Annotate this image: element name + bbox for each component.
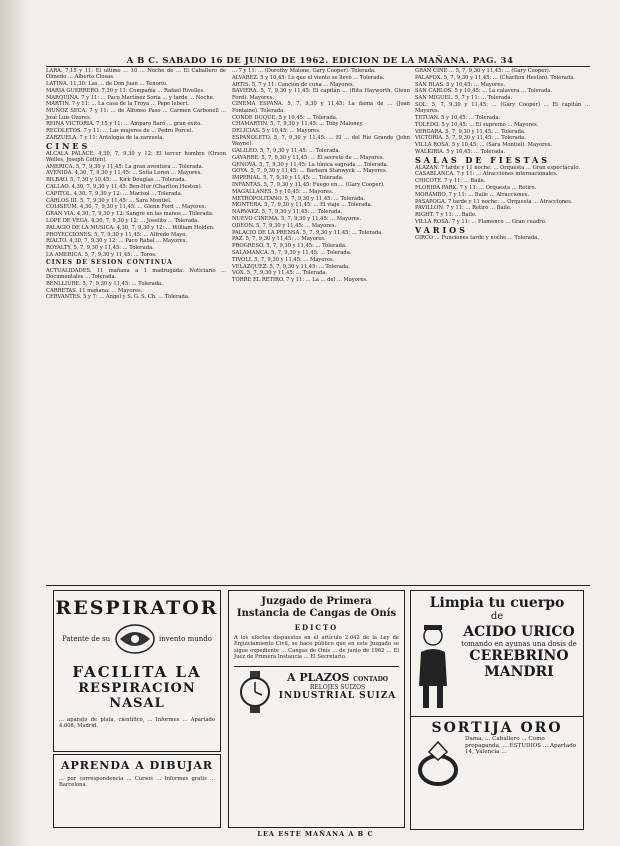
relojes-ad <box>234 666 399 713</box>
page-binding-shadow <box>0 0 30 846</box>
listing-entry: VELAZQUEZ. 5, 7, 9,30 y 11,45: ... Tolerada. <box>232 263 350 270</box>
ad-respirator <box>53 590 221 752</box>
listing-entry: BENLLIURE. 5, 7, 9,30 y 11,45: ... Tolerada. <box>46 280 163 287</box>
page-footer: LEA ESTE MAÑANA A B C <box>257 830 374 838</box>
listing-entry: IMPERIAL. 5, 7, 9,30 y 11,45: ... Tolerada. <box>232 175 344 182</box>
listing-entry: REINA VICTORIA. 7,15 y 11: ... Amparo Baró ... gran éxito. <box>46 121 202 128</box>
juzgado-body: A los efectos dispuestos en el artículo 2.042 de la Ley de Enjuiciamiento Civil, se hace público que en este Juzgado se sigue expediente ... Cangas de Onís ... de junio de 1962 ... El Juez de Primera Instancia ... El Secretario. <box>234 635 399 660</box>
plazos-text <box>276 671 399 713</box>
listing-entry: PALACIO DE LA PRENSA. 5, 7, 9,30 y 11,45: ... Tolerada. <box>232 229 383 236</box>
listing-entry: MUÑOZ SECA. 7 y 11: ... de Alfonso Paso ... Carmen Carbonell ... José Luis Ozores. <box>46 108 226 121</box>
listing-entry: PALACIO DE LA MUSICA. 4,30, 7, 9,30 y 12: ... William Holden. <box>46 224 215 231</box>
plazos-label: A PLAZOS <box>286 671 350 685</box>
listing-entry: CARRETAS. 11 mañana: ... Mayores. <box>46 287 143 294</box>
listing-entry: CALLAO. 4,30, 7, 9,30 y 11,45: Ben-Hur (Charlton Heston). <box>46 184 203 191</box>
column-3 <box>415 68 590 241</box>
juzgado-title: Juzgado de Primera Instancia de Cangas de Onís <box>236 596 397 619</box>
ad-aprenda-dibujar <box>53 754 221 828</box>
listing-entry: GALILEO. 5, 7, 9,30 y 11,45: ... Tolerada. <box>232 148 341 155</box>
listing-entry: ACTUALIDADES. 11 mañana a 1 madrugada: Noticiario ... Documentales ... Tolerada. <box>46 267 226 280</box>
industrial-suiza-label: INDUSTRIAL SUIZA <box>278 691 397 702</box>
ads-rule <box>46 585 590 586</box>
listing-entry: CIRCO ... Funciones tarde y noche ... Tolerada. <box>415 234 539 241</box>
listing-entry: VILLA ROSA. 5 y 10,45: ... (Sara Montiel). Mayores. <box>415 142 552 149</box>
listing-entry: GENOVA. 5, 7, 9,30 y 11,45: La túnica sagrada ... Tolerada. <box>232 161 389 168</box>
listing-entry: GAYARRE. 5, 7, 9,30 y 11,45: ... El secreto de ... Mayores. <box>232 154 385 161</box>
sortija-body: Dama, ... Caballero ... Como propaganda, ... ESTUDIOS ... Apartado 14, Valencia ... <box>465 736 577 756</box>
listing-entry: NUEVO CINEMA. 5, 7, 9,30 y 11,45: ... Mayores. <box>232 216 362 223</box>
sortija-title: SORTIJA ORO <box>431 720 563 736</box>
listing-entry: CHAMARTIN. 5, 7, 9,30 y 11,45: ... Toby Maloney. <box>232 121 364 128</box>
respirator-patent-left: Patente de su <box>62 635 111 643</box>
listing-entry: AMERICA. 5, 7, 9,30 y 11,45: La gran aventura ... Tolerada. <box>46 163 204 170</box>
listing-entry: SAN CARLOS. 5 y 10,45: ... La calavera ... Tolerada. <box>415 88 553 95</box>
listing-entry: CASABLANCA. 7 y 11: ... Atracciones internacionales. <box>415 171 558 178</box>
respirator-body: ... aparato de plata, científico, ... Informes ... Apartado 4.008, Madrid. <box>59 717 215 730</box>
listing-entry: ROYALTY. 5, 7, 9,30 y 11,45: ... Tolerada. <box>46 245 154 252</box>
aprenda-body: ... por correspondencia ... Cursos ... Informes gratis ... Barcelona. <box>59 776 215 789</box>
page-header: A B C. SABADO 16 DE JUNIO DE 1962. EDICION DE LA MAÑANA. PAG. 34 <box>126 56 514 66</box>
listing-entry: SAN MIGUEL. 5, 7 y 11: ... Tolerada. <box>415 95 513 102</box>
ad-sortija-oro <box>410 716 584 830</box>
edicto-label: EDICTO <box>294 623 339 632</box>
ring-icon <box>415 738 461 788</box>
listing-entry: CONDE DUQUE. 5 y 10,45: ... Tolerada. <box>232 114 338 121</box>
listing-entry: LATINA. 11,30: Las ... de Don Juan ... Tenorio. <box>46 81 168 88</box>
respirator-patent-right: invento mundo <box>159 635 212 643</box>
listing-entry: GOYA. 5, 7, 9,30 y 11,45: ... Barbara Stanwyck ... Mayores. <box>232 168 388 175</box>
listing-entry: RIALTO. 4,30, 7, 9,30 y 12: ... Paco Rabal ... Mayores. <box>46 238 188 245</box>
listing-entry: VERGARA. 5, 7, 9,30 y 11,45: ... Tolerada. <box>415 128 526 135</box>
listing-entry: FLORIDA PARK. 7 y 11: ... Orquesta ... Retiro. <box>415 185 537 192</box>
header-rule <box>46 66 590 67</box>
listing-entry: RECOLETOS. 7 y 11: ... Las mujeres de ... Pedro Porcel. <box>46 128 193 135</box>
listing-entry: BAVIERA. 5, 7, 9,30 y 11,45: El capitán ... (Rita Hayworth, Glenn Ford). Mayores. <box>232 88 410 101</box>
tomando-text: tomando en ayunas una dosis de <box>461 640 577 648</box>
listing-entry: VICTORIA. 5, 7, 9,30 y 11,45: ... Tolerada. <box>415 135 526 142</box>
listing-entry: PROGRESO. 5, 7, 9,30 y 11,45: ... Tolerada. <box>232 243 347 250</box>
listing-entry: ZARZUELA. 7 y 11: Antología de la zarzuela. <box>46 134 165 141</box>
acido-urico: ACIDO URICO <box>463 624 575 640</box>
contado-label: CONTADO <box>353 676 389 684</box>
listing-entry: ... 7 y 11: ... (Dorothy Malone, Gary Cooper). Tolerada. <box>232 68 376 74</box>
listing-entry: VOX. 5, 7, 9,30 y 11,45: ... Tolerada. <box>232 270 328 277</box>
listing-entry: PAVILLON. 7 y 11: ... Retiro ... Baile. <box>415 205 512 212</box>
listing-entry: LARA. 7,15 y 11: El ultimo ... 10 ... Noche de ... El Caballero de Olmedo ... Alberto Closas. <box>46 68 226 81</box>
listing-entry: PROYECCIONES. 5, 7, 9,30 y 11,45: ... Alfredo Mayo. <box>46 231 187 238</box>
listing-entry: ODEON. 5, 7, 9,30 y 11,45: ... Mayores. <box>232 222 337 229</box>
listing-entry: CINEMA ESPAÑA. 5, 7, 9,30 y 11,45: La dama de ... (Joan Fontaine). Tolerada. <box>232 101 410 114</box>
listing-entry: ALCALA PALACE. 4,30, 7, 9,30 y 12: El tercer hombre (Orson Welles, Joseph Cotten). <box>46 150 226 163</box>
respirator-patent-row <box>54 619 220 657</box>
listing-entry: LA AMERICA. 5, 7, 9,30 y 11,45: ... Toros. <box>46 252 157 259</box>
listing-entry: SALAMANCA. 5, 7, 9,30 y 11,45: ... Tolerada. <box>232 250 352 257</box>
listing-entry: TETUAN. 5 y 10,45: ... Tolerada. <box>415 115 501 122</box>
section-heading: CINES DE SESION CONTINUA <box>46 259 173 267</box>
listing-entry: PASAPOGA. 7 tarde y 11 noche: ... Orquesta ... Atracciones. <box>415 198 573 205</box>
listing-entry: CERVANTES. 5 y 7: ... Ángel y S. G. S. Ch. ... Tolerada. <box>46 294 190 301</box>
listing-entry: ALVAREZ. 5 y 10,45: Lo que el viento se llevó ... Tolerada. <box>232 74 385 81</box>
listing-entry: TORRE EL RETIRO. 7 y 11: ... La ... del ... Mayores. <box>232 277 368 284</box>
listing-entry: LOPE DE VEGA. 4,30, 7, 9,30 y 12: ... Joselito ... Tolerada. <box>46 218 200 225</box>
respirator-title: RESPIRATOR <box>55 597 219 619</box>
listing-entry: MARIA GUERRERO. 7,30 y 11: Compañía ... Rafael Rivelles. <box>46 87 205 94</box>
respirator-line1: FACILITA LA <box>72 663 202 681</box>
listing-entry: ARTIS. 5, 7 y 11: Canción de cuna ... Mayores. <box>232 81 355 88</box>
listing-entry: GRAN VIA. 4,30, 7, 9,30 y 12: Sangre en las manos ... Tolerada. <box>46 211 214 218</box>
listing-entry: CHICOTE. 7 y 11: ... Baile. <box>415 178 486 185</box>
listing-entry: COLISEUM. 4,30, 7, 9,30 y 11,45: ... Glenn Ford ... Mayores. <box>46 204 207 211</box>
listing-entry: METROPOLITANO. 5, 7, 9,30 y 11,45: ... Tolerada. <box>232 195 366 202</box>
listing-entry: SAN BLAS. 5 y 10,45: ... Mayores. <box>415 81 505 88</box>
listing-entry: ALAZAN. 7 tarde y 11 noche: ... Orquesta ... Gran espectáculo. <box>415 164 581 171</box>
listing-entry: NARVAEZ. 5, 7, 9,30 y 11,45: ... Tolerada. <box>232 209 343 216</box>
listing-entry: MAGALLANES. 5 y 10,45: ... Mayores. <box>232 188 334 195</box>
section-heading: VARIOS <box>415 225 468 236</box>
limpia-title: Limpia tu cuerpo <box>429 595 565 611</box>
listing-entry: PALAFOX. 5, 7, 9,30 y 11,45: ... (Charlton Heston). Tolerada. <box>415 74 575 81</box>
listing-entry: DELICIAS. 5 y 10,45: ... Mayores. <box>232 128 321 135</box>
listing-entry: BILBAO. 5, 7,30 y 10,45: ... Kirk Douglas ... Tolerada. <box>46 177 187 184</box>
listing-entry: VILLA ROSA. 7 y 11: ... Flamenco ... Gran cuadro. <box>415 219 547 226</box>
relojes-label: RELOJES SUIZOS <box>309 684 366 692</box>
listing-entry: INFANTAS. 5, 7, 9,30 y 11,45: Fuego en ... (Gary Cooper). <box>232 182 385 189</box>
aprenda-title: APRENDA A DIBUJAR <box>60 759 214 772</box>
listing-entry: MARQUINA. 7 y 11: ... Paco Martínez Soria ... y tarde ... Noche. <box>46 94 215 101</box>
section-heading: SALAS DE FIESTAS <box>415 155 550 166</box>
column-1 <box>46 68 226 301</box>
cerebrino-brand: CEREBRINO MANDRI <box>469 648 569 680</box>
nose-device-icon <box>112 621 158 657</box>
listing-entry: CAPITOL. 4,30, 7, 9,30 y 12: ... Marisol ... Tolerada. <box>46 190 183 197</box>
listing-entry: TOLEDO. 5 y 10,45: ... El supremo ... Mayores. <box>415 121 539 128</box>
respirator-line2: RESPIRACION NASAL <box>78 681 196 711</box>
listing-entry: PAZ. 5, 7, 9,30 y 11,45: ... Mayores. <box>232 236 326 243</box>
watch-icon <box>234 671 276 713</box>
ad-cerebrino-mandri <box>410 590 584 718</box>
listing-entry: MONTERA. 5, 7, 9,30 y 11,45: ... El viaje ... Tolerada. <box>232 202 373 209</box>
column-2 <box>232 68 410 284</box>
listing-entry: RIGHT. 7 y 11: ... Baile. <box>415 212 477 219</box>
listing-entry: CARLOS III. 5, 7, 9,30 y 11,45: ... Sara Montiel. <box>46 197 172 204</box>
listing-entry: MARTIN. 7 y 11: ... La casa de la Troya ... Pepe Isbert. <box>46 101 190 108</box>
ad-juzgado-edicto <box>228 590 405 828</box>
listing-entry: MORAMBO. 7 y 11: ... Baile ... Atracciones. <box>415 191 529 198</box>
listing-entry: TIVOLI. 5, 7, 9,30 y 11,45: ... Mayores. <box>232 256 335 263</box>
listing-entry: WALKIRIA. 5 y 10,45: ... Tolerada. <box>415 149 506 156</box>
section-heading: CINES <box>46 141 91 152</box>
listing-entry: AVENIDA. 4,30, 7, 9,30 y 11,45: ... Sofía Loren ... Mayores. <box>46 170 202 177</box>
listing-entry: ESPAÑOLETO. 5, 7, 9,30 y 11,45: ... El ... del Río Grande (John Wayne). <box>232 134 410 148</box>
listing-entry: GRAN CINE ... 5, 7, 9,30 y 11,45: ... (Gary Cooper). <box>415 68 551 74</box>
man-figure-icon <box>411 622 455 712</box>
limpia-de: de <box>490 611 504 622</box>
listing-entry: SOL. 5, 7, 9,30 y 11,45: ... (Gary Cooper) ... El capitán ... Mayores. <box>415 101 590 115</box>
